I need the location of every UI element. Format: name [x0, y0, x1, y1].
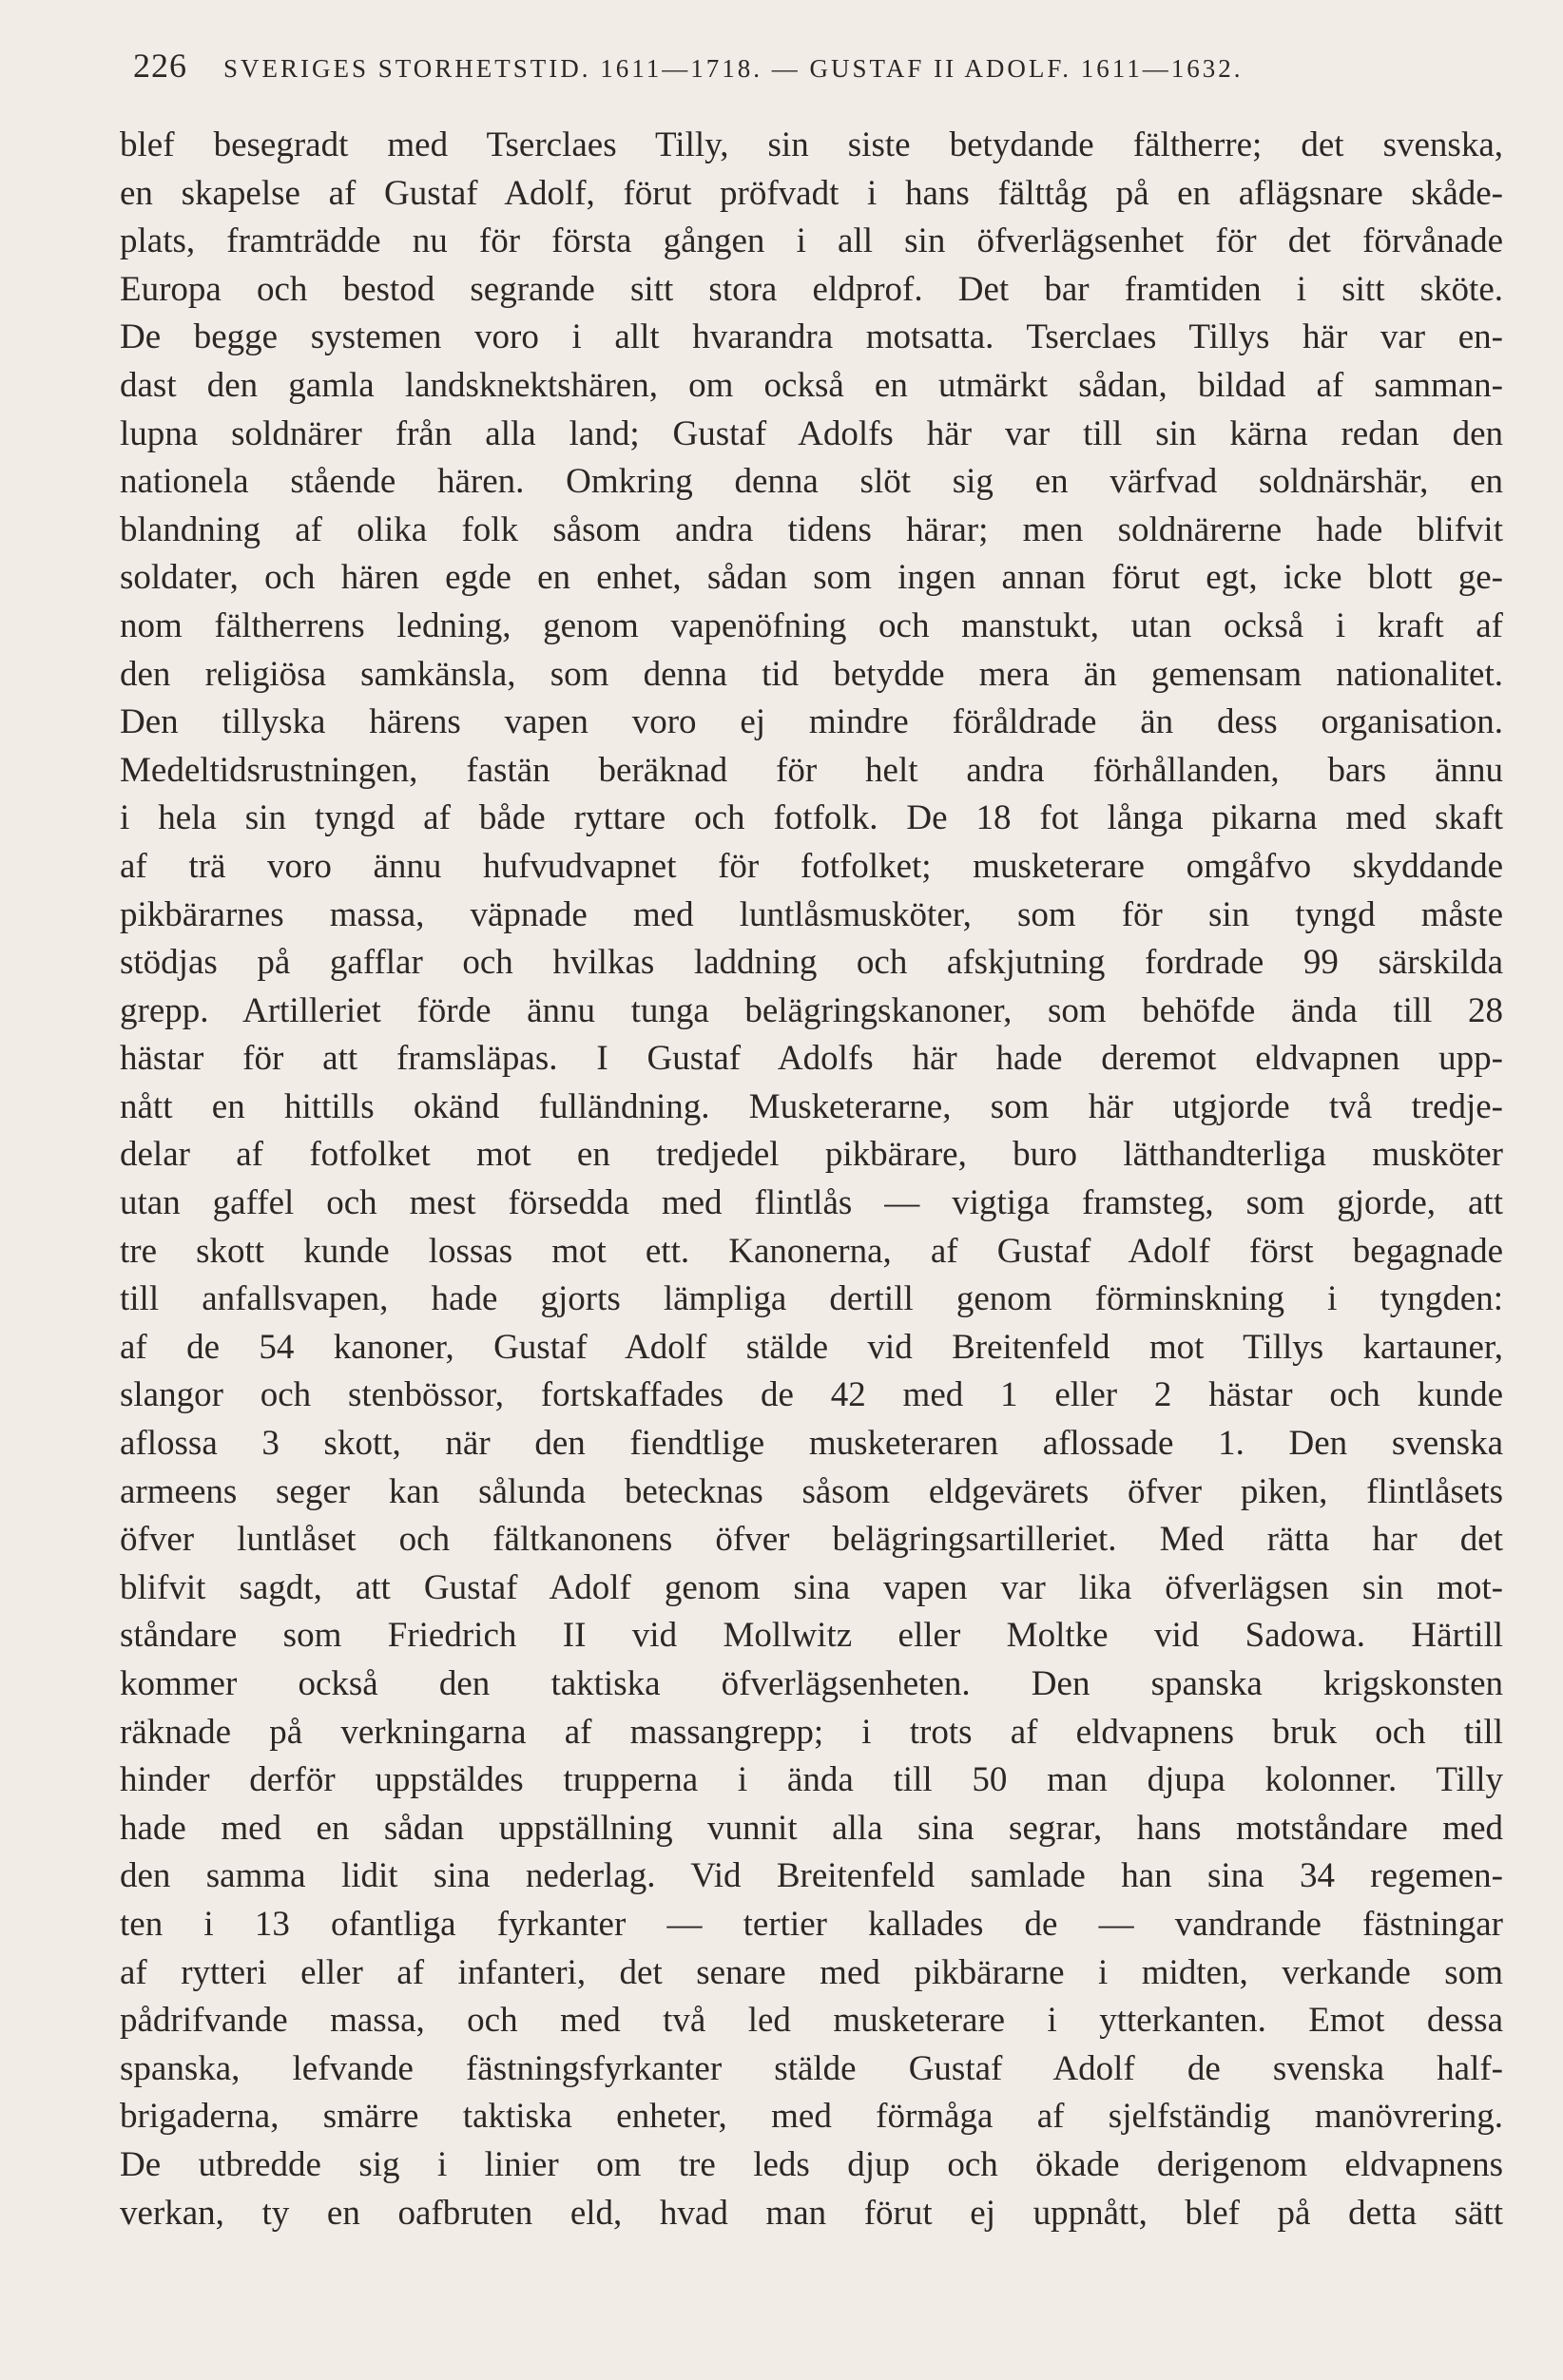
text-line: utan gaffel och mest försedda med flintlås — vigtiga framsteg, som gjorde, att	[120, 1183, 1503, 1223]
text-line: öfver luntlåset och fältkanonens öfver belägringsartilleriet. Med rätta har det	[120, 1520, 1503, 1560]
text-line: grepp. Artilleriet förde ännu tunga belägringskanoner, som behöfde ända till 28	[120, 990, 1503, 1030]
text-line: soldater, och hären egde en enhet, sådan som ingen annan förut egt, icke blott ge-	[120, 558, 1503, 598]
text-line: blandning af olika folk såsom andra tidens härar; men soldnärerne hade blifvit	[120, 509, 1503, 549]
text-line: spanska, lefvande fästningsfyrkanter stälde Gustaf Adolf de svenska half-	[120, 2048, 1503, 2088]
text-line: den religiösa samkänsla, som denna tid betydde mera än gemensam nationalitet.	[120, 654, 1503, 694]
text-line: delar af fotfolket mot en tredjedel pikbärare, buro lätthandterliga musköter	[120, 1135, 1503, 1175]
text-line: plats, framträdde nu för första gången i all sin öfverlägsenhet för det förvånade	[120, 221, 1503, 261]
text-line: dast den gamla landsknektshären, om också en utmärkt sådan, bildad af samman-	[120, 365, 1503, 405]
running-title: SVERIGES STORHETSTID. 1611—1718. — GUSTAF II ADOLF. 1611—1632.	[223, 54, 1244, 83]
text-line: en skapelse af Gustaf Adolf, förut pröfvadt i hans fälttåg på en aflägsnare skåde-	[120, 173, 1503, 213]
text-line: den samma lidit sina nederlag. Vid Breitenfeld samlade han sina 34 regemen-	[120, 1856, 1503, 1896]
text-line: pådrifvande massa, och med två led musketerare i ytterkanten. Emot dessa	[120, 2001, 1503, 2041]
text-line: De utbredde sig i linier om tre leds djup och ökade derigenom eldvapnens	[120, 2144, 1503, 2184]
text-line: ten i 13 ofantliga fyrkanter — tertier kallades de — vandrande fästningar	[120, 1904, 1503, 1944]
text-line: brigaderna, smärre taktiska enheter, med förmåga af sjelfständig manövrering.	[120, 2097, 1503, 2137]
text-line: af trä voro ännu hufvudvapnet för fotfolket; musketerare omgåfvo skyddande	[120, 846, 1503, 886]
body-text	[120, 122, 1503, 2237]
text-line: pikbärarnes massa, väpnade med luntlåsmusköter, som för sin tyngd måste	[120, 894, 1503, 934]
text-line: tre skott kunde lossas mot ett. Kanonerna, af Gustaf Adolf först begagnade	[120, 1231, 1503, 1271]
text-line: i hela sin tyngd af både ryttare och fotfolk. De 18 fot långa pikarna med skaft	[120, 798, 1503, 838]
text-line: hästar för att framsläpas. I Gustaf Adolfs här hade deremot eldvapnen upp-	[120, 1039, 1503, 1079]
running-header	[133, 46, 1493, 103]
text-line: ståndare som Friedrich II vid Mollwitz eller Moltke vid Sadowa. Härtill	[120, 1616, 1503, 1656]
text-line: De begge systemen voro i allt hvarandra motsatta. Tserclaes Tillys här var en-	[120, 317, 1503, 357]
text-line: Medeltidsrustningen, fastän beräknad för helt andra förhållanden, bars ännu	[120, 750, 1503, 790]
text-line: af rytteri eller af infanteri, det senare med pikbärarne i midten, verkande som	[120, 1952, 1503, 1992]
text-line: Europa och bestod segrande sitt stora eldprof. Det bar framtiden i sitt sköte.	[120, 269, 1503, 309]
text-line: hinder derför uppstäldes trupperna i ända till 50 man djupa kolonner. Tilly	[120, 1760, 1503, 1800]
text-line: aflossa 3 skott, när den fiendtlige musketeraren aflossade 1. Den svenska	[120, 1424, 1503, 1464]
text-line: armeens seger kan sålunda betecknas såsom eldgevärets öfver piken, flintlåsets	[120, 1471, 1503, 1511]
text-line: slangor och stenbössor, fortskaffades de 42 med 1 eller 2 hästar och kunde	[120, 1375, 1503, 1415]
page-number: 226	[133, 47, 187, 85]
text-line: hade med en sådan uppställning vunnit alla sina segrar, hans motståndare med	[120, 1808, 1503, 1848]
text-line: nom fältherrens ledning, genom vapenöfning och manstukt, utan också i kraft af	[120, 605, 1503, 645]
text-line: nått en hittills okänd fulländning. Musketerarne, som här utgjorde två tredje-	[120, 1086, 1503, 1126]
text-line: nationela stående hären. Omkring denna slöt sig en värfvad soldnärshär, en	[120, 462, 1503, 502]
text-line: till anfallsvapen, hade gjorts lämpliga dertill genom förminskning i tyngden:	[120, 1279, 1503, 1319]
text-line: verkan, ty en oafbruten eld, hvad man förut ej uppnått, blef på detta sätt	[120, 2193, 1503, 2233]
text-line: Den tillyska härens vapen voro ej mindre föråldrade än dess organisation.	[120, 702, 1503, 742]
text-line: kommer också den taktiska öfverlägsenheten. Den spanska krigskonsten	[120, 1664, 1503, 1703]
text-line: stödjas på gafflar och hvilkas laddning och afskjutning fordrade 99 särskilda	[120, 943, 1503, 983]
text-line: af de 54 kanoner, Gustaf Adolf stälde vid Breitenfeld mot Tillys kartauner,	[120, 1327, 1503, 1367]
text-line: blef besegradt med Tserclaes Tilly, sin siste betydande fältherre; det svenska,	[120, 125, 1503, 164]
text-line: räknade på verkningarna af massangrepp; i trots af eldvapnens bruk och till	[120, 1712, 1503, 1752]
text-line: blifvit sagdt, att Gustaf Adolf genom sina vapen var lika öfverlägsen sin mot-	[120, 1567, 1503, 1607]
text-line: lupna soldnärer från alla land; Gustaf Adolfs här var till sin kärna redan den	[120, 413, 1503, 453]
